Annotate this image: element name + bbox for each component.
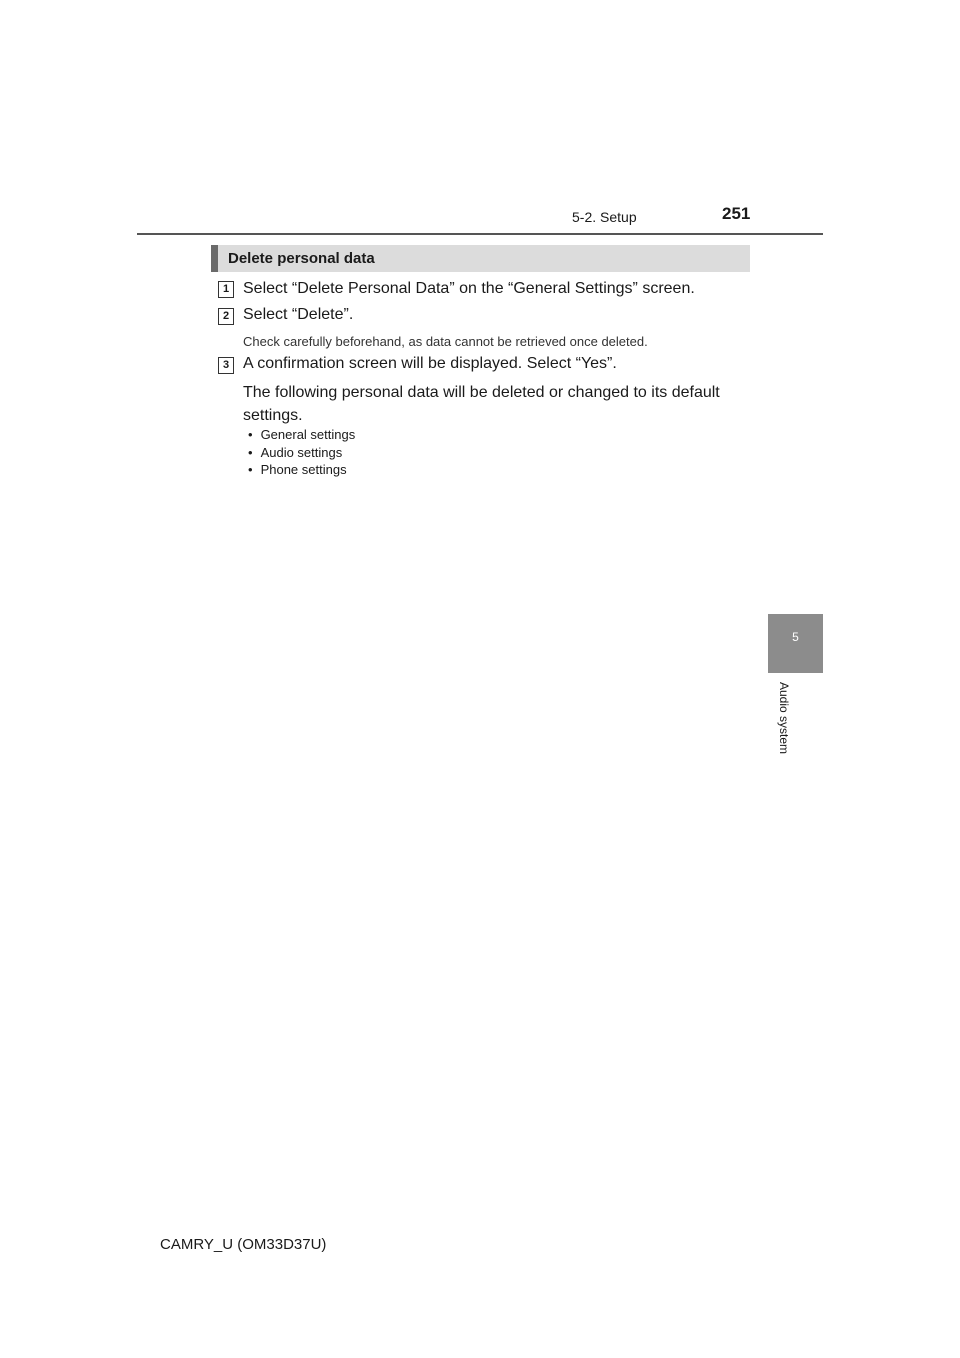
list-item: • Audio settings xyxy=(248,444,355,462)
chapter-title: Audio system xyxy=(777,681,791,755)
chapter-number: 5 xyxy=(792,630,799,644)
result-paragraph: The following personal data will be deleted or changed to its default settings. xyxy=(243,384,720,424)
section-heading: Delete personal data xyxy=(228,250,375,267)
header-rule xyxy=(137,233,823,235)
deleted-items-list xyxy=(248,426,355,479)
step-text-1: Select “Delete Personal Data” on the “General Settings” screen. xyxy=(243,280,695,297)
chapter-title-wrap xyxy=(754,678,814,773)
step-number-2: 2 xyxy=(218,308,234,325)
step-text-2: Select “Delete”. xyxy=(243,306,354,323)
chapter-tab xyxy=(768,614,823,673)
page-footer: CAMRY_U (OM33D37U) xyxy=(160,1236,327,1253)
list-item: • Phone settings xyxy=(248,461,355,479)
step-number-3: 3 xyxy=(218,357,234,374)
list-item: • General settings xyxy=(248,426,355,444)
step-2-note: Check carefully beforehand, as data cannot be retrieved once deleted. xyxy=(243,334,648,349)
section-heading-bar xyxy=(211,245,750,272)
step-text-3: A confirmation screen will be displayed. Select “Yes”. xyxy=(243,355,617,372)
section-label: 5-2. Setup xyxy=(572,209,637,225)
step-number-1: 1 xyxy=(218,281,234,298)
page-number: 251 xyxy=(722,204,751,223)
